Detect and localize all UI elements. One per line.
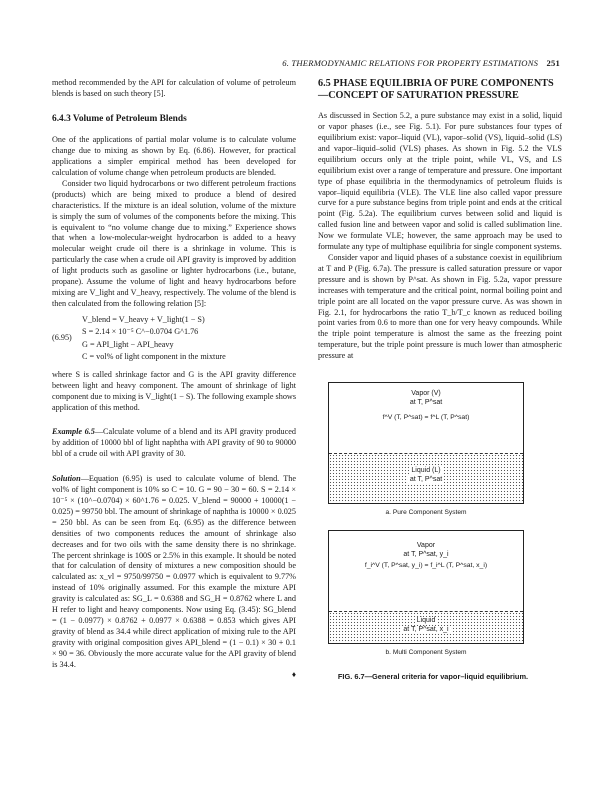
right-paragraph-2: Consider vapor and liquid phases of a substance coexist in equilibrium at T and P (Fig. 6.7a). The pressure is called saturation pressure or vapor pressure and is shown by P^sat. As shown in Fig. 5.2a, vapor pressure increases with temperature and the critical point, normal boiling point and triple point are all located on the vapor pressure curve. As was shown in Fig. 2.1, for hydrocarbons the ratio T_b/T_c known as reduced boiling point varies from 0.6 to more than one for very heavy compounds. While the triple point temperature is almost the same as the freezing point temperature, but the triple point pressure is much lower than atmospheric pressure at [318,252,562,361]
equation-line-1: V_blend = V_heavy + V_light(1 − S) [82,314,205,324]
left-column [52,78,296,681]
example-6-5 [52,427,296,460]
equation-6-95 [52,314,296,364]
paragraph-3: where S is called shrinkage factor and G is the API gravity difference between light and heavy component. The amount of shrinkage of light component due to mixing is V_light(1 − S). The following example shows application of this method. [52,369,297,412]
equation-line-3: G = API_light − API_heavy [82,339,174,349]
equation-line-2: S = 2.14 × 10⁻⁵ C^−0.0704 G^1.76 [82,327,199,337]
solution-label: Solution [52,474,81,484]
b-vapor-condition: at T, P^sat, y_i [403,551,449,559]
page-number: 251 [546,58,560,68]
a-fugacity-equation: f^V (T, P^sat) = f^L (T, P^sat) [382,414,470,422]
equation-line-4: C = vol% of light component in the mixture [82,352,226,362]
intro-paragraph: method recommended by the API for calculation of volume of petroleum blends is based on such theory [5]. [52,78,296,98]
b-liquid-label: Liquid [416,617,436,625]
running-header [0,58,560,68]
b-liquid-condition: at T, P^sat, x_i [403,626,449,634]
section-title-volume-blends: 6.4.3 Volume of Petroleum Blends [52,113,187,124]
example-label: Example 6.5 [52,427,95,437]
figure-caption: FIG. 6.7—General criteria for vapor–liquid equilibrium. [337,672,529,682]
b-caption: b. Multi Component System [385,649,467,657]
b-fugacity-equation: f_i^V (T, P^sat, y_i) = f_i^L (T, P^sat, x_i) [364,562,488,570]
right-column [318,78,562,790]
a-liquid-condition: at T, P^sat [409,476,443,484]
paragraph-1: One of the applications of partial molar volume is to calculate volume change due to mixing as shown by Eq. (6.86). However, for practical applications a simpler empirical method has been developed for calculation of volume change when petroleum products are blended. [52,135,296,178]
running-title: 6. THERMODYNAMIC RELATIONS FOR PROPERTY ESTIMATIONS [282,58,539,68]
multi-component-diagram [328,530,524,644]
pure-component-diagram [328,382,524,504]
section-title-phase-equilibria: 6.5 PHASE EQUILIBRIA OF PURE COMPONENTS—CONCEPT OF SATURATION PRESSURE [318,78,554,101]
b-vapor-label: Vapor [416,542,436,550]
equation-number: (6.95) [52,333,72,343]
solution [52,474,296,670]
paragraph-2: Consider two liquid hydrocarbons or two different petroleum fractions (products) which are being mixed to produce a blend of desired characteristics. If the mixture is an ideal solution, volume of the mixture is simply the sum of volumes of the components before the mixing. This is equivalent to “no volume change due to mixing.” Experience shows that when a low-molecular-weight hydrocarbon is added to a heavy molecular weight crude oil there is a shrinkage in volume. This is particularly the case when a crude oil API gravity is improved by addition of light products such as gasoline or lighter hydrocarbons (i.e., butane, propane). Assume the volume of light and heavy hydrocarbons before mixing are V_light and V_heavy, respectively. The volume of the blend is then calculated from the following relation [5]: [52,178,296,308]
a-vapor-label: Vapor (V) [411,390,441,398]
right-paragraph-1: As discussed in Section 5.2, a pure substance may exist in a solid, liquid or vapor phases (i.e., see Fig. 5.1). For pure substances four types of equilibrium exist: vapor–liquid (VL), vapor–solid (VS), liquid–solid (LS) and vapor–liquid–solid (VLS) phases. As shown in Fig. 5.2 the VLS equilibrium occurs only at the triple point, while VL, VS, and LS equilibrium exist over a range of temperature and pressure. One important type of phase equilibria in the thermodynamics of petroleum fluids is vapor–liquid equilibria (VLE). The VLE line also called vapor pressure curve for a pure substance begins from triple point and ends at the critical point (Fig. 5.2a). The equilibrium curves between solid and liquid is called fusion line and between vapor and solid is called sublimation line. Now we formulate VLE; however, the same approach may be used to formulate any type of multiphase equilibria for single component systems. [318,111,562,252]
solution-text: —Equation (6.95) is used to calculate volume of blend. The vol% of light component is 10% so C = 10. G = 90 − 30 = 60. S = 2.14 × 10⁻⁵ × (10^−0.0704) × 60^1.76 = 0.025. V_blend = 90000 + 10000(1 − 0.025) = 99750 bbl. The amount of shrinkage of naphtha is 10000 × 0.025 = 250 bbl. As can be seen from Eq. (6.95) as the difference between densities of two components reduces the amount of shrinkage also decreases and for two oils with the same density there is no shrinkage. The percent shrinkage is 100S or 2.5% in this example. It should be noted that for calculation of density of mixtures a new composition should be calculated as: x_vl = 9750/99750 = 0.0977 which is equivalent to 9.77% instead of 10% originally assumed. For this example the mixture API gravity is calculated as: SG_L = 0.6388 and SG_H = 0.8762 where L and H refer to light and heavy components. Now using Eq. (3.45): SG_blend = (1 − 0.0977) × 0.8762 + 0.0977 × 0.6388 = 0.853 which gives API gravity of blend as 34.4 while direct application of mixing rule to the API gravity with original composition gives API_blend = (1 − 0.1) × 30 + 0.1 × 90 = 36. Obviously the more accurate value for the API gravity of blend is 34.4. [52,474,296,669]
end-of-example-mark: ♦ [291,670,296,680]
a-liquid-label: Liquid (L) [411,467,441,475]
a-vapor-condition: at T, P^sat [409,399,443,407]
example-text: —Calculate volume of a blend and its API gravity produced by addition of 10000 bbl of light naphtha with API gravity of 90 to 90000 bbl of a crude oil with API gravity of 30. [52,427,296,459]
figure-6-7 [318,370,558,790]
a-caption: a. Pure Component System [385,509,467,517]
